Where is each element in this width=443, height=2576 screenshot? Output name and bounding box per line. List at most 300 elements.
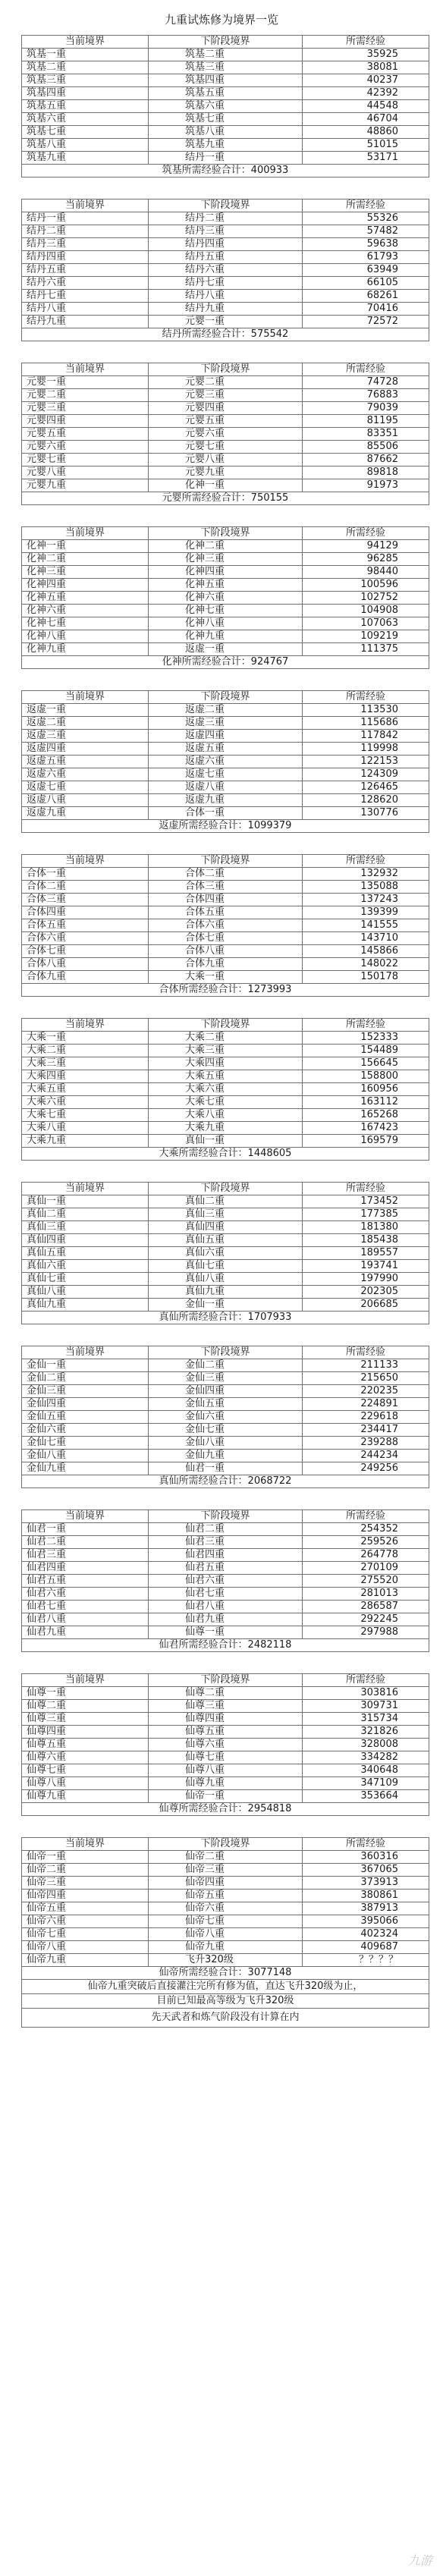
- section-total-row: [22, 1639, 429, 1652]
- table-row: [22, 251, 429, 264]
- section-gap: [22, 1324, 429, 1346]
- next-realm-cell: 筑基八重: [149, 126, 303, 139]
- current-realm-cell: 仙帝三重: [22, 1877, 149, 1890]
- note-row: [22, 1994, 429, 2009]
- table-row: [22, 1359, 429, 1372]
- required-exp-header: 所需经验: [303, 527, 429, 540]
- table-row: [22, 113, 429, 126]
- next-realm-cell: 筑基九重: [149, 139, 303, 152]
- table-row: [22, 1851, 429, 1864]
- next-realm-cell: 真仙一重: [149, 1135, 303, 1148]
- required-exp-cell: 111375: [303, 643, 429, 656]
- next-realm-cell: 大乘三重: [149, 1045, 303, 1057]
- required-exp-cell: 145866: [303, 945, 429, 958]
- current-realm-cell: 结丹七重: [22, 290, 149, 303]
- gap-cell: [22, 1161, 429, 1183]
- current-realm-cell: 真仙七重: [22, 1273, 149, 1286]
- next-realm-cell: 结丹九重: [149, 303, 303, 316]
- required-exp-cell: 380861: [303, 1890, 429, 1902]
- sheet-title: 九重试炼修为境界一览: [164, 13, 278, 27]
- table-row: [22, 643, 429, 656]
- current-realm-cell: 合体四重: [22, 906, 149, 919]
- next-realm-header: 下阶段境界: [149, 1019, 303, 1032]
- required-exp-cell: 102752: [303, 592, 429, 605]
- current-realm-cell: 返虚七重: [22, 781, 149, 794]
- required-exp-cell: 239288: [303, 1437, 429, 1450]
- next-realm-cell: 返虚八重: [149, 781, 303, 794]
- next-realm-cell: 返虚三重: [149, 717, 303, 730]
- current-realm-cell: 化神三重: [22, 566, 149, 579]
- current-realm-cell: 返虚二重: [22, 717, 149, 730]
- table-row: [22, 225, 429, 238]
- current-realm-cell: 大乘五重: [22, 1083, 149, 1096]
- section-gap: [22, 669, 429, 691]
- required-exp-cell: 177385: [303, 1208, 429, 1221]
- required-exp-cell: 347109: [303, 1777, 429, 1790]
- next-realm-cell: 结丹七重: [149, 277, 303, 290]
- next-realm-cell: 仙帝八重: [149, 1928, 303, 1941]
- required-exp-cell: 402324: [303, 1928, 429, 1941]
- current-realm-cell: 仙帝一重: [22, 1851, 149, 1864]
- table-row: [22, 1890, 429, 1902]
- required-exp-cell: 137243: [303, 894, 429, 906]
- current-realm-cell: 真仙四重: [22, 1234, 149, 1247]
- current-realm-header: 当前境界: [22, 1019, 149, 1032]
- current-realm-header: 当前境界: [22, 1346, 149, 1359]
- table-row: [22, 428, 429, 441]
- required-exp-cell: 53171: [303, 152, 429, 165]
- current-realm-cell: 仙君二重: [22, 1536, 149, 1549]
- table-row: [22, 730, 429, 743]
- required-exp-cell: 244234: [303, 1450, 429, 1462]
- current-realm-cell: 返虚八重: [22, 794, 149, 807]
- table-row: [22, 553, 429, 566]
- table-row: [22, 1096, 429, 1109]
- table-row: [22, 1299, 429, 1312]
- header-row: [22, 1510, 429, 1523]
- current-realm-cell: 结丹六重: [22, 277, 149, 290]
- required-exp-cell: 234417: [303, 1424, 429, 1437]
- next-realm-cell: 仙尊五重: [149, 1726, 303, 1739]
- table-row: [22, 303, 429, 316]
- current-realm-cell: 元婴一重: [22, 376, 149, 389]
- required-exp-cell: 76883: [303, 389, 429, 402]
- table-row: [22, 540, 429, 553]
- section-total-row: [22, 165, 429, 177]
- required-exp-cell: 160956: [303, 1083, 429, 1096]
- current-realm-cell: 仙君三重: [22, 1549, 149, 1562]
- required-exp-cell: 189557: [303, 1247, 429, 1260]
- table-row: [22, 61, 429, 74]
- table-row: [22, 1070, 429, 1083]
- current-realm-cell: 仙帝八重: [22, 1941, 149, 1954]
- required-exp-cell: 353664: [303, 1790, 429, 1803]
- current-realm-header: 当前境界: [22, 36, 149, 49]
- required-exp-header: 所需经验: [303, 1838, 429, 1851]
- next-realm-cell: 合体六重: [149, 919, 303, 932]
- current-realm-cell: 真仙五重: [22, 1247, 149, 1260]
- current-realm-cell: 返虚一重: [22, 704, 149, 717]
- required-exp-cell: 249256: [303, 1462, 429, 1475]
- current-realm-cell: 大乘七重: [22, 1109, 149, 1122]
- table-row: [22, 1135, 429, 1148]
- next-realm-cell: 仙尊一重: [149, 1626, 303, 1639]
- required-exp-header: 所需经验: [303, 1510, 429, 1523]
- required-exp-cell: 395066: [303, 1915, 429, 1928]
- header-row: [22, 1838, 429, 1851]
- required-exp-cell: 124309: [303, 768, 429, 781]
- table-row: [22, 1700, 429, 1713]
- required-exp-cell: 211133: [303, 1359, 429, 1372]
- next-realm-cell: 金仙一重: [149, 1299, 303, 1312]
- required-exp-cell: 126465: [303, 781, 429, 794]
- required-exp-cell: 286587: [303, 1601, 429, 1613]
- next-realm-cell: 化神五重: [149, 579, 303, 592]
- required-exp-cell: 130776: [303, 807, 429, 820]
- gap-cell: [22, 1652, 429, 1674]
- table-row: [22, 49, 429, 61]
- table-row: [22, 1864, 429, 1877]
- required-exp-cell: 79039: [303, 402, 429, 415]
- required-exp-cell: 173452: [303, 1195, 429, 1208]
- table-row: [22, 945, 429, 958]
- current-realm-cell: 仙君四重: [22, 1562, 149, 1575]
- table-row: [22, 1954, 429, 1967]
- table-row: [22, 402, 429, 415]
- next-realm-cell: 金仙八重: [149, 1437, 303, 1450]
- current-realm-cell: 大乘三重: [22, 1057, 149, 1070]
- required-exp-cell: 315734: [303, 1713, 429, 1726]
- required-exp-cell: 197990: [303, 1273, 429, 1286]
- next-realm-cell: 返虚一重: [149, 643, 303, 656]
- table-row: [22, 756, 429, 768]
- header-row: [22, 1019, 429, 1032]
- required-exp-cell: 334282: [303, 1751, 429, 1764]
- table-row: [22, 906, 429, 919]
- current-realm-cell: 筑基五重: [22, 100, 149, 113]
- next-realm-cell: 大乘四重: [149, 1057, 303, 1070]
- header-row: [22, 1674, 429, 1687]
- header-row: [22, 855, 429, 868]
- current-realm-cell: 合体八重: [22, 958, 149, 971]
- table-row: [22, 454, 429, 467]
- table-row: [22, 1790, 429, 1803]
- current-realm-cell: 筑基八重: [22, 139, 149, 152]
- current-realm-cell: 化神四重: [22, 579, 149, 592]
- current-realm-cell: 仙君六重: [22, 1588, 149, 1601]
- table-row: [22, 1777, 429, 1790]
- required-exp-cell: 340648: [303, 1764, 429, 1777]
- current-realm-cell: 金仙七重: [22, 1437, 149, 1450]
- table-row: [22, 1424, 429, 1437]
- header-row: [22, 36, 429, 49]
- table-row: [22, 1601, 429, 1613]
- table-row: [22, 139, 429, 152]
- required-exp-cell: 309731: [303, 1700, 429, 1713]
- current-realm-cell: 化神二重: [22, 553, 149, 566]
- current-realm-cell: 筑基七重: [22, 126, 149, 139]
- required-exp-cell: 35925: [303, 49, 429, 61]
- section-total: 结丹所需经验合计：575542: [22, 328, 429, 341]
- next-realm-cell: 筑基五重: [149, 87, 303, 100]
- current-realm-cell: 金仙二重: [22, 1372, 149, 1385]
- required-exp-cell: 96285: [303, 553, 429, 566]
- current-realm-cell: 结丹八重: [22, 303, 149, 316]
- table-row: [22, 1877, 429, 1890]
- next-realm-cell: 筑基七重: [149, 113, 303, 126]
- table-row: [22, 74, 429, 87]
- current-realm-header: 当前境界: [22, 199, 149, 212]
- required-exp-header: 所需经验: [303, 855, 429, 868]
- required-exp-cell: 40237: [303, 74, 429, 87]
- table-row: [22, 630, 429, 643]
- next-realm-cell: 化神三重: [149, 553, 303, 566]
- next-realm-cell: 合体三重: [149, 881, 303, 894]
- required-exp-cell: 128620: [303, 794, 429, 807]
- table-row: [22, 1208, 429, 1221]
- table-row: [22, 1523, 429, 1536]
- current-realm-cell: 大乘六重: [22, 1096, 149, 1109]
- required-exp-cell: 193741: [303, 1260, 429, 1273]
- gap-cell: [22, 177, 429, 199]
- current-realm-cell: 真仙六重: [22, 1260, 149, 1273]
- current-realm-cell: 结丹一重: [22, 212, 149, 225]
- required-exp-cell: 328008: [303, 1739, 429, 1751]
- realm-sheet: [21, 5, 422, 2028]
- current-realm-cell: 返虚三重: [22, 730, 149, 743]
- gap-cell: [22, 1816, 429, 1838]
- table-row: [22, 1234, 429, 1247]
- section-gap: [22, 1488, 429, 1510]
- required-exp-cell: 229618: [303, 1411, 429, 1424]
- table-row: [22, 1915, 429, 1928]
- required-exp-cell: 132932: [303, 868, 429, 881]
- realm-table: [21, 35, 429, 2028]
- next-realm-cell: 仙帝七重: [149, 1915, 303, 1928]
- table-row: [22, 1247, 429, 1260]
- next-realm-cell: 结丹一重: [149, 152, 303, 165]
- next-realm-cell: 合体二重: [149, 868, 303, 881]
- required-exp-cell: 94129: [303, 540, 429, 553]
- next-realm-cell: 仙尊三重: [149, 1700, 303, 1713]
- table-row: [22, 1372, 429, 1385]
- next-realm-cell: 仙君六重: [149, 1575, 303, 1588]
- section-total: 仙君所需经验合计：2482118: [22, 1639, 429, 1652]
- required-exp-cell: 297988: [303, 1626, 429, 1639]
- current-realm-cell: 返虚五重: [22, 756, 149, 768]
- current-realm-cell: 金仙四重: [22, 1398, 149, 1411]
- next-realm-cell: 真仙八重: [149, 1273, 303, 1286]
- required-exp-cell: 156645: [303, 1057, 429, 1070]
- next-realm-cell: 大乘一重: [149, 971, 303, 984]
- section-gap: [22, 997, 429, 1019]
- section-total-row: [22, 1967, 429, 1980]
- realm-table-body: [22, 36, 429, 2028]
- required-exp-cell: 254352: [303, 1523, 429, 1536]
- current-realm-cell: 仙君七重: [22, 1601, 149, 1613]
- table-row: [22, 1928, 429, 1941]
- next-realm-cell: 仙君八重: [149, 1601, 303, 1613]
- next-realm-cell: 化神二重: [149, 540, 303, 553]
- current-realm-cell: 化神六重: [22, 605, 149, 617]
- required-exp-cell: 373913: [303, 1877, 429, 1890]
- current-realm-cell: 结丹二重: [22, 225, 149, 238]
- section-total: 筑基所需经验合计：400933: [22, 165, 429, 177]
- next-realm-cell: 合体九重: [149, 958, 303, 971]
- table-row: [22, 1764, 429, 1777]
- section-gap: [22, 177, 429, 199]
- current-realm-cell: 仙尊五重: [22, 1739, 149, 1751]
- next-realm-header: 下阶段境界: [149, 1674, 303, 1687]
- section-total: 合体所需经验合计：1273993: [22, 984, 429, 997]
- next-realm-cell: 筑基四重: [149, 74, 303, 87]
- next-realm-cell: 结丹五重: [149, 251, 303, 264]
- next-realm-cell: 合体五重: [149, 906, 303, 919]
- current-realm-cell: 仙尊四重: [22, 1726, 149, 1739]
- table-row: [22, 316, 429, 328]
- next-realm-cell: 仙尊七重: [149, 1751, 303, 1764]
- header-row: [22, 199, 429, 212]
- current-realm-cell: 仙帝六重: [22, 1915, 149, 1928]
- required-exp-header: 所需经验: [303, 363, 429, 376]
- table-row: [22, 1195, 429, 1208]
- table-row: [22, 868, 429, 881]
- gap-cell: [22, 997, 429, 1019]
- current-realm-cell: 金仙五重: [22, 1411, 149, 1424]
- header-row: [22, 1346, 429, 1359]
- required-exp-cell: 181380: [303, 1221, 429, 1234]
- table-row: [22, 441, 429, 454]
- next-realm-cell: 仙尊二重: [149, 1687, 303, 1700]
- section-total-row: [22, 1148, 429, 1161]
- next-realm-cell: 返虚四重: [149, 730, 303, 743]
- current-realm-cell: 化神九重: [22, 643, 149, 656]
- required-exp-header: 所需经验: [303, 1019, 429, 1032]
- current-realm-cell: 结丹四重: [22, 251, 149, 264]
- table-row: [22, 1450, 429, 1462]
- section-total-row: [22, 328, 429, 341]
- required-exp-cell: 100596: [303, 579, 429, 592]
- current-realm-cell: 大乘九重: [22, 1135, 149, 1148]
- current-realm-cell: 仙君五重: [22, 1575, 149, 1588]
- next-realm-header: 下阶段境界: [149, 1346, 303, 1359]
- required-exp-cell: 167423: [303, 1122, 429, 1135]
- next-realm-cell: 返虚二重: [149, 704, 303, 717]
- next-realm-cell: 结丹八重: [149, 290, 303, 303]
- current-realm-cell: 合体六重: [22, 932, 149, 945]
- required-exp-cell: 185438: [303, 1234, 429, 1247]
- current-realm-cell: 结丹九重: [22, 316, 149, 328]
- current-realm-cell: 金仙八重: [22, 1450, 149, 1462]
- table-row: [22, 1902, 429, 1915]
- next-realm-header: 下阶段境界: [149, 199, 303, 212]
- required-exp-cell: 72572: [303, 316, 429, 328]
- gap-cell: [22, 1488, 429, 1510]
- table-row: [22, 605, 429, 617]
- required-exp-cell: 206685: [303, 1299, 429, 1312]
- next-realm-cell: 真仙五重: [149, 1234, 303, 1247]
- current-realm-header: 当前境界: [22, 1838, 149, 1851]
- current-realm-cell: 元婴五重: [22, 428, 149, 441]
- required-exp-header: 所需经验: [303, 1674, 429, 1687]
- next-realm-cell: 合体七重: [149, 932, 303, 945]
- next-realm-cell: 大乘八重: [149, 1109, 303, 1122]
- required-exp-cell: 98440: [303, 566, 429, 579]
- required-exp-cell: 55326: [303, 212, 429, 225]
- table-row: [22, 376, 429, 389]
- next-realm-cell: 真仙九重: [149, 1286, 303, 1299]
- footer-note: 先天武者和炼气阶段没有计算在内: [22, 2009, 429, 2028]
- required-exp-cell: 360316: [303, 1851, 429, 1864]
- next-realm-cell: 元婴三重: [149, 389, 303, 402]
- required-exp-cell: 122153: [303, 756, 429, 768]
- current-realm-cell: 仙尊三重: [22, 1713, 149, 1726]
- next-realm-cell: 返虚五重: [149, 743, 303, 756]
- gap-cell: [22, 1324, 429, 1346]
- next-realm-cell: 返虚七重: [149, 768, 303, 781]
- next-realm-cell: 飞升320级: [149, 1954, 303, 1967]
- table-row: [22, 881, 429, 894]
- next-realm-cell: 金仙六重: [149, 1411, 303, 1424]
- footer-row: [22, 2009, 429, 2028]
- next-realm-cell: 元婴七重: [149, 441, 303, 454]
- required-exp-cell: 169579: [303, 1135, 429, 1148]
- current-realm-cell: 返虚六重: [22, 768, 149, 781]
- section-total-row: [22, 984, 429, 997]
- next-realm-cell: 返虚九重: [149, 794, 303, 807]
- next-realm-header: 下阶段境界: [149, 691, 303, 704]
- current-realm-cell: 筑基一重: [22, 49, 149, 61]
- current-realm-cell: 筑基六重: [22, 113, 149, 126]
- table-row: [22, 1626, 429, 1639]
- required-exp-cell: 59638: [303, 238, 429, 251]
- required-exp-cell: 292245: [303, 1613, 429, 1626]
- next-realm-cell: 大乘九重: [149, 1122, 303, 1135]
- next-realm-cell: 合体八重: [149, 945, 303, 958]
- required-exp-cell: 38081: [303, 61, 429, 74]
- table-row: [22, 1260, 429, 1273]
- next-realm-cell: 仙君五重: [149, 1562, 303, 1575]
- next-realm-cell: 化神一重: [149, 479, 303, 492]
- next-realm-header: 下阶段境界: [149, 1510, 303, 1523]
- required-exp-header: 所需经验: [303, 36, 429, 49]
- next-realm-cell: 仙君七重: [149, 1588, 303, 1601]
- table-row: [22, 1687, 429, 1700]
- table-row: [22, 717, 429, 730]
- table-row: [22, 617, 429, 630]
- required-exp-cell: 321826: [303, 1726, 429, 1739]
- required-exp-cell: 367065: [303, 1864, 429, 1877]
- current-realm-cell: 筑基三重: [22, 74, 149, 87]
- next-realm-cell: 仙尊九重: [149, 1777, 303, 1790]
- next-realm-cell: 化神八重: [149, 617, 303, 630]
- next-realm-cell: 真仙六重: [149, 1247, 303, 1260]
- required-exp-cell: 148022: [303, 958, 429, 971]
- table-row: [22, 807, 429, 820]
- current-realm-cell: 化神七重: [22, 617, 149, 630]
- required-exp-cell: 158800: [303, 1070, 429, 1083]
- next-realm-header: 下阶段境界: [149, 855, 303, 868]
- current-realm-header: 当前境界: [22, 1183, 149, 1195]
- table-row: [22, 1462, 429, 1475]
- current-realm-cell: 仙尊六重: [22, 1751, 149, 1764]
- required-exp-cell: 135088: [303, 881, 429, 894]
- current-realm-cell: 元婴二重: [22, 389, 149, 402]
- required-exp-cell: 152333: [303, 1032, 429, 1045]
- next-realm-cell: 化神七重: [149, 605, 303, 617]
- next-realm-cell: 仙帝三重: [149, 1864, 303, 1877]
- section-total-row: [22, 1475, 429, 1488]
